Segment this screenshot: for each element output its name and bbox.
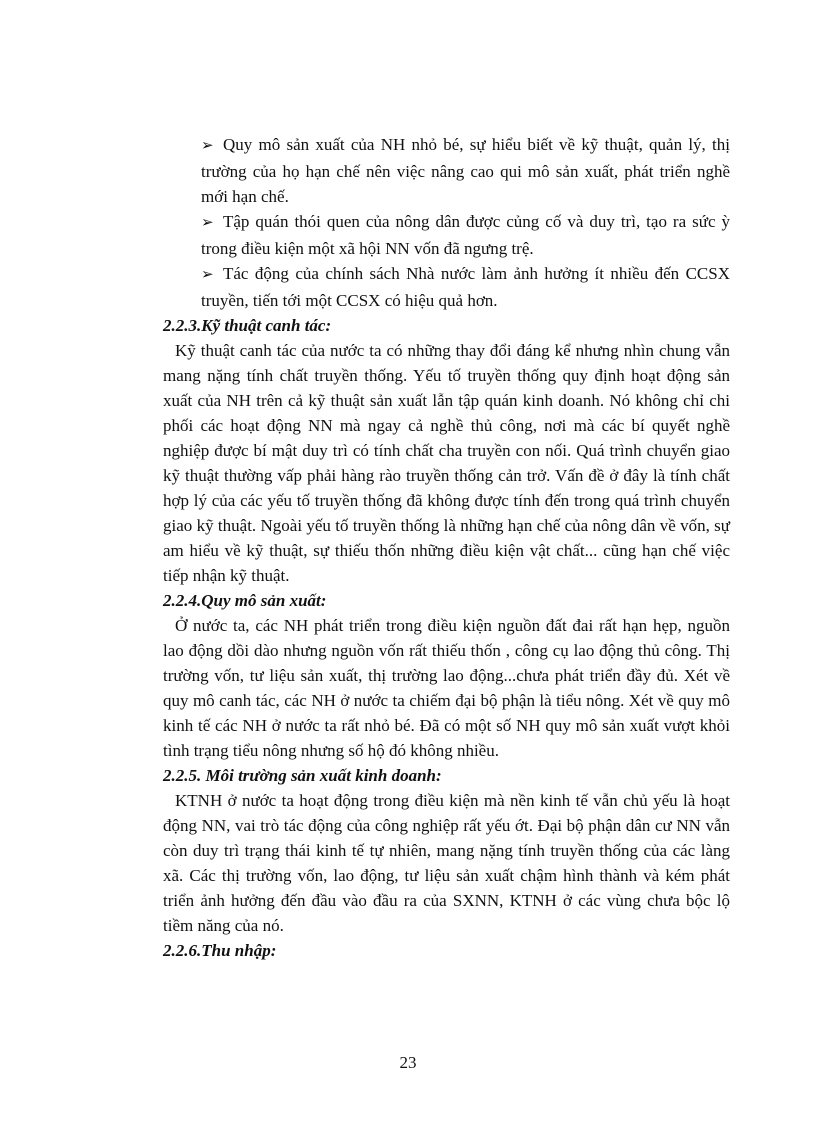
bullet-item: [201, 261, 730, 313]
arrow-bullet-icon: ➢: [201, 267, 214, 283]
section-heading: 2.2.3.Kỹ thuật canh tác:: [163, 316, 332, 335]
section-heading: 2.2.6.Thu nhập:: [163, 941, 277, 960]
bullet-text: Tập quán thói quen của nông dân được củng cố và duy trì, tạo ra sức ỳ trong điều kiện một xã hội NN vốn đã ngưng trệ.: [201, 212, 730, 258]
section-paragraph: Kỹ thuật canh tác của nước ta có những thay đổi đáng kể nhưng nhìn chung vẫn mang nặng tính chất truyền thống. Yếu tố truyền thống quy định hoạt động sản xuất của NH trên cả kỹ thuật sản xuất lẫn tập quán kinh doanh. Nó không chỉ chi phối các hoạt động NN mà ngay cả nghề thủ công, nơi mà các bí quyết nghề nghiệp được bí mật duy trì có tính chất cha truyền con nối. Quá trình chuyển giao kỹ thuật thường vấp phải hàng rào truyền thống cản trở. Vấn đề ở đây là tính chất hợp lý của các yếu tố truyền thống đã không được tính đến trong quá trình chuyển giao kỹ thuật. Ngoài yếu tố truyền thống là những hạn chế của nông dân về vốn, sự am hiểu về kỹ thuật, sự thiếu thốn những điều kiện vật chất... cũng hạn chế việc tiếp nhận kỹ thuật.: [163, 341, 730, 585]
arrow-bullet-icon: ➢: [201, 138, 214, 154]
section-paragraph: Ở nước ta, các NH phát triển trong điều kiện nguồn đất đai rất hạn hẹp, nguồn lao động dồi dào nhưng nguồn vốn rất thiếu thốn , công cụ lao động thủ công. Thị trường vốn, tư liệu sản xuất, thị trường lao động...chưa phát triển đầy đủ. Xét về quy mô canh tác, các NH ở nước ta chiếm đại bộ phận là tiểu nông. Xét về quy mô kinh tế các NH ở nước ta rất nhỏ bé. Đã có một số NH quy mô sản xuất vượt khỏi tình trạng tiểu nông nhưng số hộ đó không nhiều.: [163, 616, 730, 760]
section-heading: 2.2.5. Môi trường sản xuất kinh doanh:: [163, 766, 442, 785]
arrow-bullet-icon: ➢: [201, 215, 214, 231]
bullet-item: [201, 132, 730, 209]
bullet-text: Quy mô sản xuất của NH nhỏ bé, sự hiểu biết về kỹ thuật, quản lý, thị trường của họ hạn chế nên việc nâng cao qui mô sản xuất, phát triển nghề mới hạn chế.: [201, 135, 730, 206]
bullet-item: [201, 209, 730, 261]
bullet-text: Tác động của chính sách Nhà nước làm ảnh hưởng ít nhiều đến CCSX truyền, tiến tới một CCSX có hiệu quả hơn.: [201, 264, 730, 310]
page-number: 23: [399, 1053, 417, 1072]
bullet-list: [201, 132, 730, 313]
section-heading: 2.2.4.Quy mô sản xuất:: [163, 591, 327, 610]
section-paragraph: KTNH ở nước ta hoạt động trong điều kiện mà nền kinh tế vẫn chủ yếu là hoạt động NN, vai trò tác động của công nghiệp rất yếu ớt. Đại bộ phận dân cư NN vẫn còn duy trì trạng thái kinh tế tự nhiên, mang nặng tính truyền thống của các làng xã. Các thị trường vốn, lao động, tư liệu sản xuất chậm hình thành và kém phát triển ảnh hưởng đến đầu vào đầu ra của SXNN, KTNH ở các vùng chưa bộc lộ tiềm năng của nó.: [163, 791, 730, 935]
page-content: [163, 132, 730, 963]
